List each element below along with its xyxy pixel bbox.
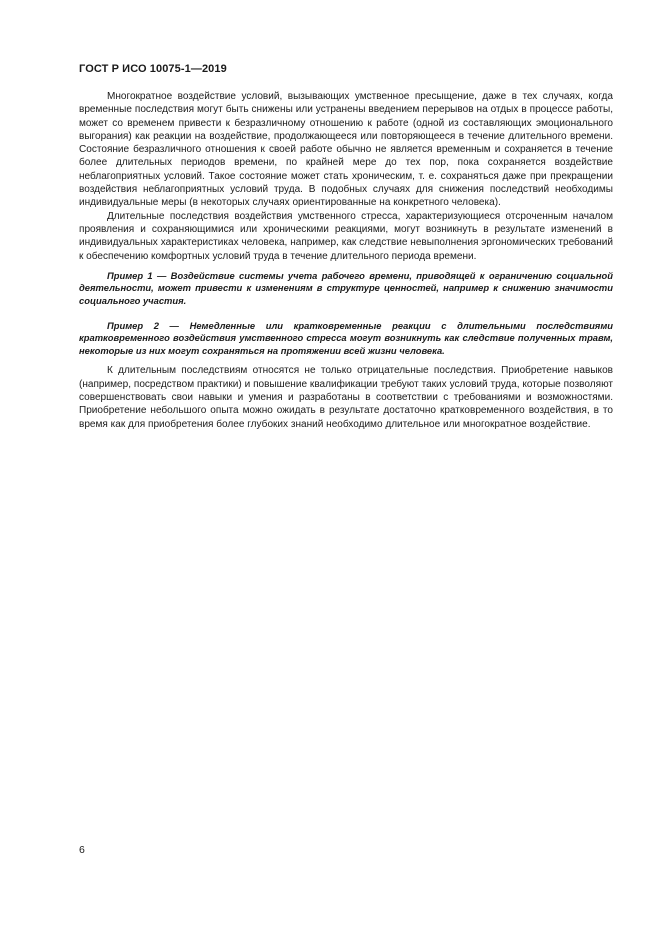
example-2: Пример 2 — Немедленные или кратковременные реакции с длительными последствиями кратковременного воздействия умственного стресса могут возникнуть как следствие полученных травм, некоторые из них могут сохраняться на протяжении всей жизни человека. <box>79 319 613 356</box>
body-paragraph: Многократное воздействие условий, вызывающих умственное пресыщение, даже в тех случаях, когда временные последствия могут быть снижены или устранены введением перерывов на отдых в процессе работы, может со временем привести к безразличному отношению к работе (одной из составляющих эмоционального выгорания) как реакции на воздействие, продолжающееся или повторяющееся в течение длительного времени. Состояние безразличного отношения к своей работе обычно не является временным и сохраняется в течение более длительных периодов времени, по крайней мере до тех пор, пока сохраняется воздействие неблагоприятных условий. Такое состояние может стать хроническим, т. е. сохраняться даже при прекращении воздействия неблагоприятных условий труда. В подобных случаях для снижения последствий необходимы индивидуальные меры (в некоторых случаях ориентированные на конкретного человека). <box>79 91 613 209</box>
example-1: Пример 1 — Воздействие системы учета рабочего времени, приводящей к ограничению социальной деятельности, может привести к изменениям в структуре ценностей, например к снижению значимости социального участия. <box>79 269 613 307</box>
page-number: 6 <box>79 844 85 856</box>
document-header: ГОСТ Р ИСО 10075-1—2019 <box>79 63 227 75</box>
document-body <box>79 90 613 431</box>
body-paragraph: К длительным последствиям относятся не только отрицательные последствия. Приобретение навыков (например, посредством практики) и повышение квалификации требуют таких условий труда, которые позволяют совершенствовать свои навыки и умения и разработаны в соответствии с требованиями и возможностями. Приобретение небольшого опыта можно ожидать в результате достаточно кратковременного воздействия, в то время как для приобретения более глубоких знаний необходимо длительное или многократное воздействие. <box>79 365 613 430</box>
body-paragraph: Длительные последствия воздействия умственного стресса, характеризующиеся отсроченным началом проявления и сохраняющимися или хроническими реакциями, могут возникнуть в результате изменений в индивидуальных характеристиках человека, например, как следствие невыполнения эргономических требований к обеспечению комфортных условий труда в течение длительного периода времени. <box>79 210 613 262</box>
